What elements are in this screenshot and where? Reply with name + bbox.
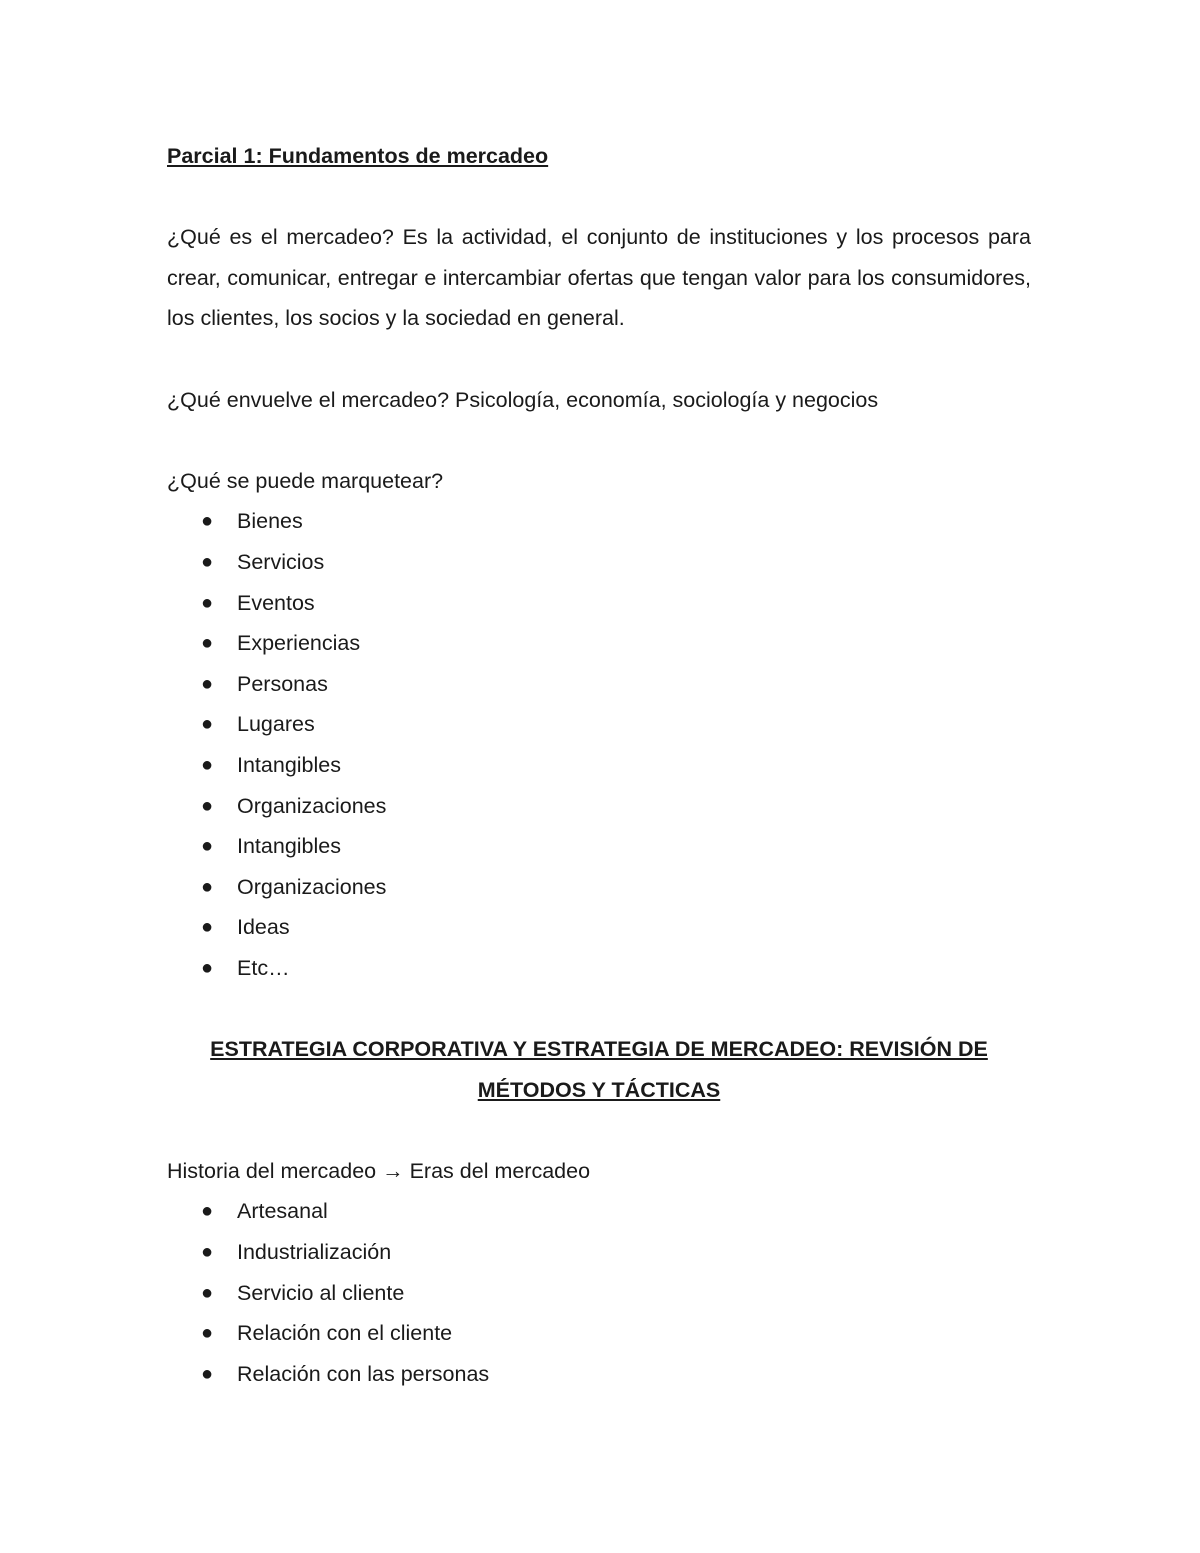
document-page: [167, 136, 1031, 1394]
section-title-line-2: MÉTODOS Y TÁCTICAS: [477, 1077, 721, 1102]
bullet-icon: ●: [201, 1281, 214, 1304]
list-item: ● Intangibles: [167, 826, 1031, 867]
spacer: [167, 339, 1031, 380]
bullet-icon: ●: [201, 1200, 214, 1223]
list-item: ● Ideas: [167, 907, 1031, 948]
bullet-icon: ●: [201, 550, 214, 573]
list-item: ● Organizaciones: [167, 786, 1031, 827]
bullet-icon: ●: [201, 1241, 214, 1264]
list-item: ● Intangibles: [167, 745, 1031, 786]
bullet-icon: ●: [201, 632, 214, 655]
bullet-icon: ●: [201, 956, 214, 979]
list-item: ● Etc…: [167, 948, 1031, 989]
page-title: Parcial 1: Fundamentos de mercadeo: [167, 144, 549, 168]
definition-paragraph: ¿Qué es el mercadeo? Es la actividad, el conjunto de instituciones y los procesos para crear, comunicar, entregar e intercambiar ofertas que tengan valor para los consumidores, los clientes, los socios y la sociedad en general.: [167, 225, 1031, 331]
spacer: [167, 420, 1031, 461]
spacer: [167, 177, 1031, 218]
list-item: ● Industrialización: [167, 1232, 1031, 1273]
marketable-question: ¿Qué se puede marquetear?: [167, 468, 444, 493]
history-label: Historia del mercadeo: [167, 1158, 377, 1183]
list-item: ● Eventos: [167, 583, 1031, 624]
history-line: [167, 1151, 1031, 1192]
bullet-icon: ●: [201, 875, 214, 898]
list-item: ● Personas: [167, 664, 1031, 705]
list-item: ● Bienes: [167, 501, 1031, 542]
scope-paragraph: ¿Qué envuelve el mercadeo? Psicología, economía, sociología y negocios: [167, 387, 879, 412]
bullet-icon: ●: [201, 794, 214, 817]
list-item: ● Relación con el cliente: [167, 1313, 1031, 1354]
bullet-icon: ●: [201, 835, 214, 858]
arrow-right-icon: →: [382, 1158, 404, 1183]
list-item: ● Servicio al cliente: [167, 1273, 1031, 1314]
marketable-list: [167, 501, 1031, 988]
spacer: [167, 988, 1031, 1029]
bullet-icon: ●: [201, 1322, 214, 1345]
bullet-icon: ●: [201, 713, 214, 736]
bullet-icon: ●: [201, 1362, 214, 1385]
bullet-icon: ●: [201, 753, 214, 776]
spacer: [167, 1110, 1031, 1151]
list-item: ● Relación con las personas: [167, 1354, 1031, 1395]
bullet-icon: ●: [201, 591, 214, 614]
list-item: ● Lugares: [167, 704, 1031, 745]
eras-list: [167, 1191, 1031, 1394]
list-item: ● Experiencias: [167, 623, 1031, 664]
list-item: ● Artesanal: [167, 1191, 1031, 1232]
list-item: ● Servicios: [167, 542, 1031, 583]
bullet-icon: ●: [201, 916, 214, 939]
bullet-icon: ●: [201, 672, 214, 695]
bullet-icon: ●: [201, 510, 214, 533]
eras-label: Eras del mercadeo: [409, 1158, 591, 1183]
section-title-line-1: ESTRATEGIA CORPORATIVA Y ESTRATEGIA DE MERCADEO: REVISIÓN DE: [210, 1037, 988, 1062]
list-item: ● Organizaciones: [167, 867, 1031, 908]
